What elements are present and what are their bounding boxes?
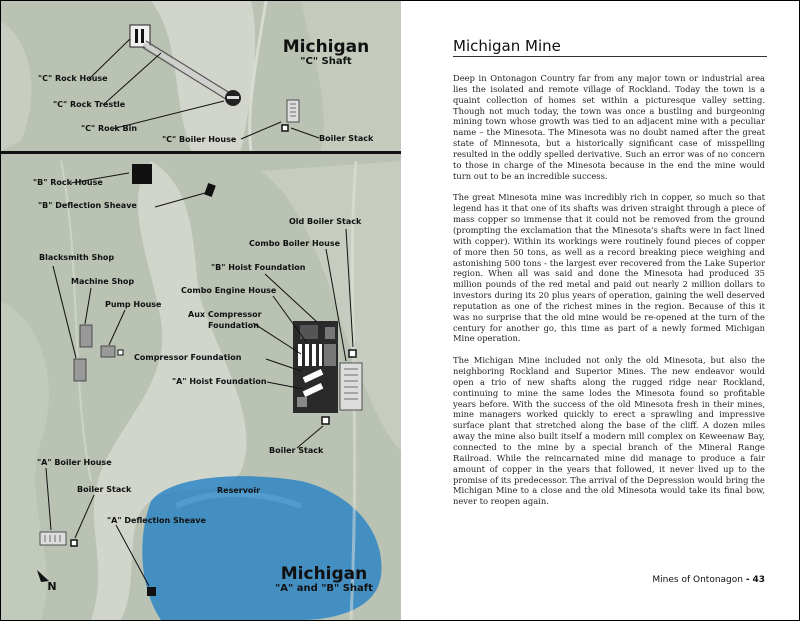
label-b-hoist-foundation: "B" Hoist Foundation xyxy=(211,263,306,272)
label-combo-engine-house: Combo Engine House xyxy=(181,286,277,295)
mine-map xyxy=(1,1,401,620)
label-blacksmith-shop: Blacksmith Shop xyxy=(39,253,115,262)
article-paragraph: The Michigan Mine included not only the old Minesota, but also the neighboring Rockland and Superior Mines. The new endeavor would open a trio of new shafts along the rugged ridge near Rockland, continuing to mine the same lodes the Minesota found so profitable years before. With the success of the old Minesota fresh in their mines, mine managers worked quickly to erect a sprawling and impressive surface plant that stretched along the base of the cliff. A dozen miles away the mine also built itself a modern mill complex on Keweenaw Bay, connected to the mine by a special branch of the Mineral Range Railroad. While the reincarnated mine did manage to produce a fair amount of copper in the years that followed, it never lived up to the promise of its predecessor. The arrival of the Depression would bring the Michigan Mine to a close and the old Minesota would take its final bow, never to reopen again. xyxy=(453,355,765,507)
map-top-subtitle: "C" Shaft xyxy=(300,55,352,67)
map-top-title: Michigan xyxy=(282,37,370,57)
label-aux-compressor-foundation: Foundation xyxy=(208,321,259,330)
label-a-deflection-sheave: "A" Deflection Sheave xyxy=(107,516,206,525)
machine-shop xyxy=(80,325,92,347)
label-a-boiler-house: "A" Boiler House xyxy=(37,458,112,467)
ab-shaft-heading xyxy=(259,566,389,594)
label-machine-shop: Machine Shop xyxy=(71,277,135,286)
title-rule xyxy=(453,56,767,57)
footer-book-title: Mines of Ontonagon xyxy=(652,575,743,585)
c-shaft-heading xyxy=(276,39,376,67)
label-b-deflection-sheave: "B" Deflection Sheave xyxy=(38,201,137,210)
label-b-rock-house: "B" Rock House xyxy=(33,178,103,187)
blacksmith-shop xyxy=(74,359,86,381)
old-boiler-stack xyxy=(349,350,356,357)
page-number: 43 xyxy=(752,575,765,585)
a-deflection-sheave xyxy=(147,587,156,596)
combo-boiler-house xyxy=(340,363,362,410)
a-boiler-house xyxy=(40,532,66,545)
north-label: N xyxy=(47,580,57,593)
article-paragraph: The great Minesota mine was incredibly rich in copper, so much so that legend has it that one of its shafts was driven straight through a piece of mass copper so immense that it could not be removed from the ground (prompting the exclamation that the Minesota's shafts were in fact lined with copper). Within its workings were routinely found pieces of copper of more then 50 tons, as well as a record breaking piece weighing and astonishing 500 tons - the largest ever recovered from the Lake Superior region. When all was said and done the Minesota had produced 35 million pounds of the red metal and paid out nearly 2 million dollars to investors during its 20 plus years of operation, gaining the well deserved reputation as one of the richest mines in the region. Because of this it was no surprise that the old mine would be re-opened at the turn of the century for another go, this time as part of a newly formed Michigan Mine operation. xyxy=(453,192,765,344)
label-reservoir: Reservoir xyxy=(217,486,261,495)
ab-boiler-stack xyxy=(322,417,329,424)
label-compressor-foundation: Compressor Foundation xyxy=(134,353,242,362)
page-footer xyxy=(652,575,765,585)
b-rock-house xyxy=(132,164,152,184)
article-body xyxy=(453,73,765,518)
footer-separator: - xyxy=(745,575,750,585)
c-boiler-house xyxy=(287,100,299,122)
a-boiler-stack xyxy=(71,540,77,546)
label-c-boiler-stack: Boiler Stack xyxy=(319,134,374,143)
label-combo-boiler-house: Combo Boiler House xyxy=(249,239,341,248)
label-c-rock-trestle: "C" Rock Trestle xyxy=(53,100,126,109)
label-old-boiler-stack: Old Boiler Stack xyxy=(289,217,362,226)
label-pump-house: Pump House xyxy=(105,300,162,309)
hoist-complex xyxy=(293,321,338,413)
b-deflection-sheave xyxy=(204,183,216,197)
pump-house xyxy=(101,346,123,357)
label-a-hoist-foundation: "A" Hoist Foundation xyxy=(172,377,267,386)
map-bottom-subtitle: "A" and "B" Shaft xyxy=(275,582,373,594)
label-c-rock-bin: "C" Rock Bin xyxy=(81,124,138,133)
label-a-boiler-stack: Boiler Stack xyxy=(77,485,132,494)
article-paragraph: Deep in Ontonagon Country far from any major town or industrial area lies the isolated and remote village of Rockland. Today the town is a quaint collection of homes set within a picturesque valley setting. Though not much today, the town was once a bustling and burgeoning mining town whose growth was tied to an adjacent mine with a peculiar name – the Minesota. The Minesota was no doubt named after the great state of Minnesota, but a historically significant case of misspelling resulted in the oddly spelled derivative. Such an error was of no concern to those in charge of the Minesota because in the end the mine would turn out to be an incredible success. xyxy=(453,73,765,181)
map-bottom-title: Michigan xyxy=(280,564,368,584)
label-aux-compressor: Aux Compressor xyxy=(188,310,262,319)
label-ab-boiler-stack: Boiler Stack xyxy=(269,446,324,455)
label-c-boiler-house: "C" Boiler House xyxy=(162,135,237,144)
c-boiler-stack xyxy=(282,125,288,131)
label-c-rock-house: "C" Rock House xyxy=(38,74,108,83)
article-title: Michigan Mine xyxy=(453,37,561,55)
